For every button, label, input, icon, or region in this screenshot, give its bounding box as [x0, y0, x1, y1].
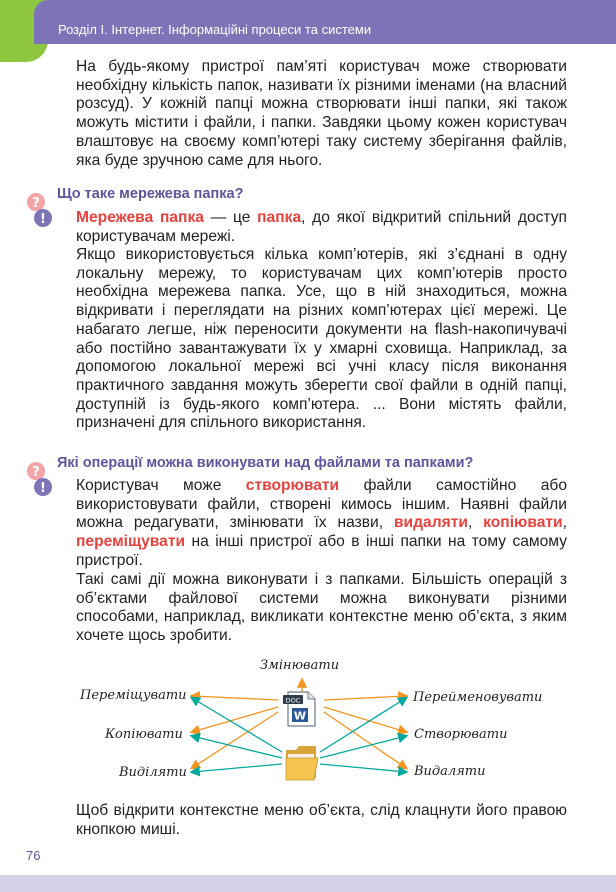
intro-paragraph: На будь-якому пристрої пам’яті користувач може створювати необхідну кількість папок, називати їх різними іменами (на власний розсуд). У кожній папці можна створювати інші папки, які також можуть містити і файли, і папки. Завдяки цьому кожен користувач влаштовує на своєму комп’ютері таку систему зберігання файлів, яка буде зручною саме для нього. — [76, 58, 567, 169]
footer-bar — [0, 875, 616, 892]
page-number: 76 — [26, 848, 41, 863]
doc-badge: DOC — [285, 696, 301, 705]
network-folder-body: Якщо використовується кілька комп’ютерів, які з’єднані в одну локальну мережу, то користувачам цих комп’ютерів просто необхідна мережева папка. Усе, що в ній знаходиться, можна відкривати і переглядати на різних комп’ютерах цієї мережі. Це набагато легше, ніж переносити документи на flash-накопичувачі або постійно завантажувати їх у хмарні сховища. Наприклад, за допомогою локальної мережі всі учні класу після виконання практичного завдання можуть зберегти свої файли в одній папці, доступній із будь-якого комп’ютера. ... Вони містять файли, призначені для спільного використання. — [76, 246, 567, 432]
file-operations-diagram — [70, 652, 550, 792]
svg-text:!: ! — [40, 481, 46, 496]
svg-text:!: ! — [40, 212, 46, 227]
folders-operations-paragraph: Такі самі дії можна виконувати і з папками. Більшість операцій з об’єктами файлової системи можна виконувати різними способами, наприклад, викликати контекстне меню об’єкта, з яким хочете щось зробити. — [76, 571, 567, 645]
paragraph-text: , — [562, 514, 567, 532]
label-select: Виділяти — [119, 765, 187, 780]
word-document-icon — [282, 690, 318, 728]
label-move: Переміщувати — [80, 688, 187, 703]
label-delete: Видаляти — [414, 764, 486, 779]
label-modify: Змінювати — [260, 658, 340, 673]
question-answer-icon — [25, 461, 59, 499]
term-move: переміщувати — [76, 533, 186, 551]
term-create: створювати — [245, 477, 340, 494]
term-copy: копіювати — [483, 514, 563, 532]
term-delete: видаляти — [393, 514, 468, 532]
question-answer-icon — [25, 192, 59, 230]
svg-text:?: ? — [32, 196, 40, 211]
term-folder: папка — [257, 209, 302, 226]
folder-icon — [284, 742, 320, 782]
paragraph-text: Користувач може — [76, 477, 246, 494]
label-copy: Копіювати — [105, 727, 183, 742]
svg-text:?: ? — [32, 465, 40, 480]
operations-paragraph — [76, 477, 567, 571]
term-network-folder: Мережева папка — [76, 209, 204, 226]
closing-paragraph: Щоб відкрити контекстне меню об’єкта, слід клацнути його правою кнопкою миші. — [76, 802, 567, 838]
paragraph-text: файли самостійно або використовувати файли, створені кимось іншим. Наявні файли можна редагувати, змінювати їх назви, — [76, 477, 567, 532]
label-rename: Перейменовувати — [413, 690, 543, 705]
doc-letter: W — [293, 709, 307, 723]
chapter-title: Розділ І. Інтернет. Інформаційні процеси та системи — [58, 22, 372, 37]
paragraph-text: , — [467, 514, 484, 532]
definition-text: — це — [203, 209, 258, 226]
network-folder-definition — [76, 209, 567, 246]
label-create: Створювати — [414, 727, 508, 742]
section-question-network-folder: Що таке мережева папка? — [57, 186, 244, 202]
section-question-operations: Які операції можна виконувати над файлами та папками? — [57, 455, 474, 471]
definition-text: , до якої відкритий спільний доступ користувачам мережі. — [76, 209, 567, 245]
paragraph-text: на інші пристрої або в інші папки на тому самому пристрої. — [76, 533, 567, 569]
chapter-header — [34, 0, 616, 44]
